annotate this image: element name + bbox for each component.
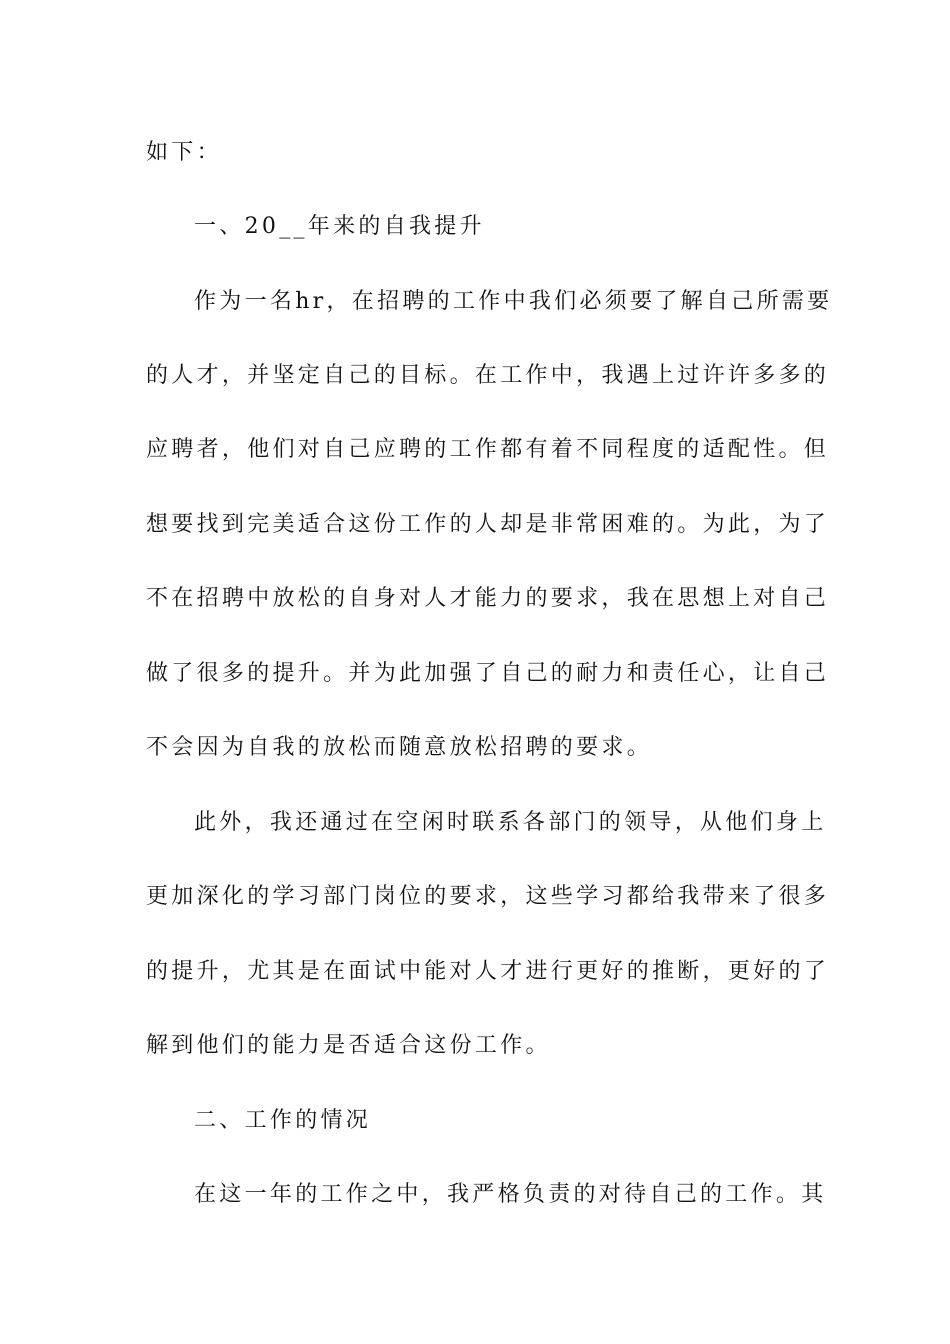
text-line: 做了很多的提升。并为此加强了自己的耐力和责任心，让自己	[146, 661, 830, 686]
text-line: 解到他们的能力是否适合这份工作。	[146, 1033, 551, 1058]
text-line: 想要找到完美适合这份工作的人却是非常困难的。为此，为了	[146, 512, 830, 537]
text-line: 不在招聘中放松的自身对人才能力的要求，我在思想上对自己	[146, 586, 830, 611]
text-line: 的人才，并坚定自己的目标。在工作中，我遇上过许许多多的	[146, 363, 830, 388]
text-line: 如下：	[146, 140, 222, 165]
text-line: 的提升，尤其是在面试中能对人才进行更好的推断，更好的了	[146, 959, 830, 984]
text-line: 应聘者，他们对自己应聘的工作都有着不同程度的适配性。但	[146, 437, 830, 462]
text-line: 更加深化的学习部门岗位的要求，这些学习都给我带来了很多	[146, 884, 830, 909]
section-heading: 一、20__年来的自我提升	[194, 214, 485, 239]
text-line: 此外，我还通过在空闲时联系各部门的领导，从他们身上	[194, 810, 827, 835]
text-line: 作为一名hr，在招聘的工作中我们必须要了解自己所需要	[194, 289, 833, 314]
section-heading: 二、工作的情况	[194, 1108, 372, 1133]
text-line: 在这一年的工作之中，我严格负责的对待自己的工作。其	[194, 1182, 827, 1207]
text-line: 不会因为自我的放松而随意放松招聘的要求。	[146, 735, 653, 760]
